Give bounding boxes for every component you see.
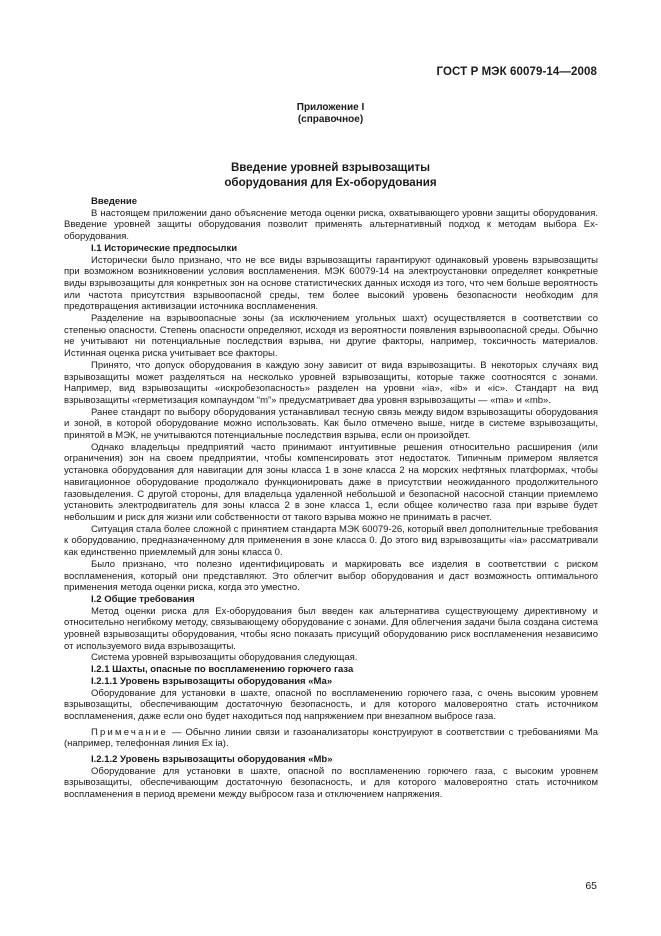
paragraph: Система уровней взрывозащиты оборудования следующая.	[91, 652, 358, 664]
note-text: — Обычно линии связи и газоанализаторы конструируют в соответствии с требованиями Ма (например, телефонная линия Ex ia).	[64, 726, 598, 750]
paragraph: Оборудование для установки в шахте, опасной по воспламенению горючего газа, с очень высоким уровнем взрывозащиты, обеспечивающим достаточную безопасность, и для которого маловероятно стать источником воспламенения, даже если оно будет находиться под напряжением при внезапном выбросе газа.	[64, 687, 598, 722]
section-heading-i212: I.2.1.2 Уровень взрывозащиты оборудования «Mb»	[91, 754, 333, 766]
section-heading-i211: I.2.1.1 Уровень взрывозащиты оборудования «Ма»	[91, 675, 333, 687]
note	[64, 727, 598, 750]
paragraph: Метод оценки риска для Ex-оборудования был введен как альтернатива существующему директивному и относительно негибкому методу, связывающему оборудование с зонами. Для облегчения задачи была создана система уровней взрывозащиты оборудования, чтобы ясно показать присущий оборудованию риск воспламенения независимо от используемого вида взрывозащиты.	[64, 605, 598, 652]
section-heading-intro: Введение	[91, 196, 138, 207]
paragraph: Исторически было признано, что не все виды взрывозащиты гарантируют одинаковый уровень взрывозащиты при возможном возникновении условия воспламенения. МЭК 60079-14 на электроустановки определяет конкретные виды взрывозащиты для конкретных зон на основе статистических данных исходя из того, что чем больше вероятность или частота присутствия взрывоопасной среды, тем более высокий уровень безопасности необходим для предотвращения активизации источника воспламенения.	[64, 254, 598, 313]
document-code: ГОСТ Р МЭК 60079-14—2008	[436, 66, 597, 78]
section-heading-i2: I.2 Общие требования	[91, 593, 195, 605]
paragraph: Ранее стандарт по выбору оборудования устанавливал тесную связь между видом взрывозащиты оборудования и зоной, в которой оборудование можно использовать. Как было отмечено выше, нигде в системе взрывозащиты, принятой в МЭК, не учитываются потенциальные последствия взрыва, если он произойдет.	[64, 406, 598, 442]
paragraph: Ситуация стала более сложной с принятием стандарта МЭК 60079-26, который ввел дополнительные требования к оборудованию, предназначенному для применения в зоне класса 0. До этого вид взрывозащиты «ia» рассматривали как единственно приемлемый для зоны класса 0.	[64, 523, 598, 559]
paragraph: Принято, что допуск оборудования в каждую зону зависит от вида взрывозащиты. В некоторых случаях вид взрывозащиты может разделяться на несколько уровней взрывозащиты, которые также соотносятся с зонами. Например, вид взрывозащиты «искробезопасность» разделен на уровни «ia», «ib» и «ic». Стандарт на вид взрывозащиты «герметизация компаундом “m”» предусматривает два уровня взрывозащиты — «ma» и «mb».	[64, 359, 598, 406]
paragraph: В настоящем приложении дано объяснение метода оценки риска, охватывающего уровни защиты оборудования. Введение уровней защиты оборудования позволит применять альтернативный подход к методам выбора Ex-оборудования.	[64, 207, 598, 243]
annex-heading	[0, 102, 661, 126]
section-heading-i21: I.2.1 Шахты, опасные по воспламенению горючего газа	[91, 664, 354, 676]
document-body	[64, 196, 598, 801]
annex-label: Приложение I	[296, 102, 365, 113]
paragraph: Однако владельцы предприятий часто принимают интуитивные решения относительно расширения (или ограничения) зон на своем предприятии, чтобы компенсировать этот недостаток. Типичным примером является установка оборудования для навигации для зоны класса 1 в зоне класса 2 на морских нефтяных платформах, чтобы навигационное оборудование продолжало функционировать даже в присутствии неожиданного продолжительного газовыделения. С другой стороны, для владельца удаленной небольшой и безопасной насосной станции приемлемо установить электродвигатель для зоны класса 2 в зоне класса 1, если общее количество газа при взрыве будет небольшим и риск для жизни или собственности от такого взрыва можно не принимать в расчет.	[64, 441, 598, 523]
section-heading-i1: I.1 Исторические предпосылки	[91, 242, 238, 254]
annex-title-line-2: оборудования для Ex-оборудования	[224, 176, 437, 189]
page-number: 65	[585, 880, 597, 892]
paragraph: Было признано, что полезно идентифицировать и маркировать все изделия в соответствии с риском воспламенения, который они представляют. Это облегчит выбор оборудования и даст возможность оптимального применения метода оценки риска, когда это уместно.	[64, 558, 598, 594]
paragraph: Оборудование для установки в шахте, опасной по воспламенению горючего газа, с высоким уровнем взрывозащиты, обеспечивающим достаточную безопасность, и для которого маловероятно стать источником воспламенения в период времени между выбросом газа и отключением напряжения.	[64, 765, 598, 801]
annex-type: (справочное)	[297, 114, 364, 125]
paragraph: Разделение на взрывоопасные зоны (за исключением угольных шахт) осуществляется в соответствии со степенью опасности. Степень опасности определяют, исходя из вероятности появления взрывоопасной среды. Обычно не учитывают ни потенциальные последствия взрыва, ни другие факторы, например, токсичность материалов. Истинная оценка риска учитывает все факторы.	[64, 313, 598, 360]
annex-title	[0, 160, 661, 190]
annex-title-line-1: Введение уровней взрывозащиты	[230, 161, 431, 174]
note-label: Примечание	[91, 726, 168, 738]
